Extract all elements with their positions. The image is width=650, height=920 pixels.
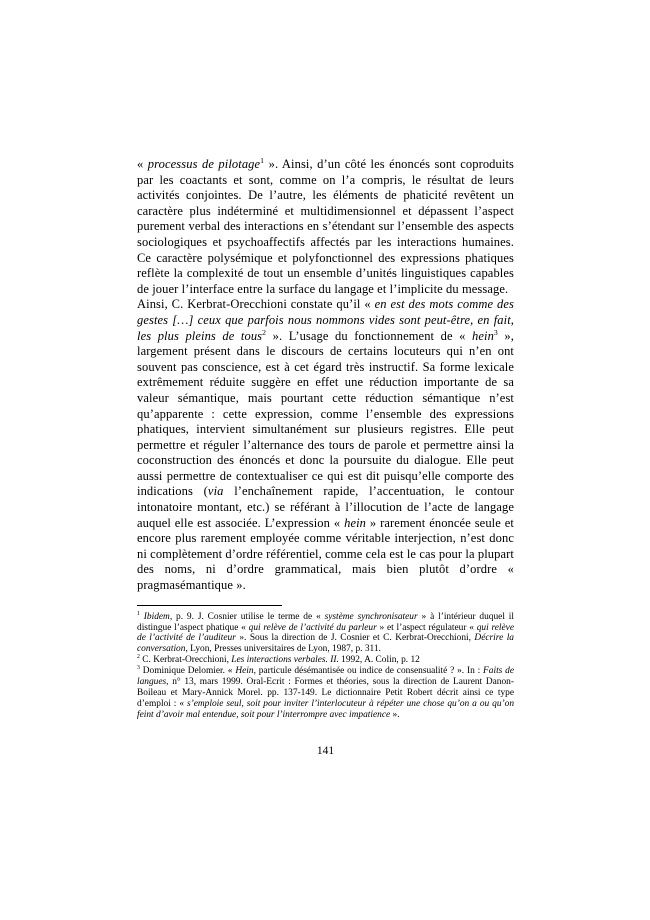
footnote-2: $^2$ C. Kerbrat-Orecchioni, Les interactions verbales. II. 1992, A. Colin, p. 12 [137,654,420,666]
footnote-1: $^1$ Ibidem, p. 9. J. Cosnier utilise le terme de « système synchronisateur » à l’intérieur duquel il distingue l’aspect phatique « qui relève de l’activité du parleur » et l’aspect régulateur « qui relève de l’activité de l’auditeur ». Sous la direction de J. Cosnier et C. Kerbrat-Orecchioni, Décrire la conversation, Lyon, Presses universitaires de Lyon, 1987, p. 311. [137,610,515,655]
footnote-separator [137,605,282,606]
page-content [137,157,514,757]
footnote-3: $^3$ Dominique Delomier. « Hein, particule désémantisée ou indice de consensualité ? ». In : Faits de langues, n° 13, mars 1999. Oral-Ecrit : Formes et théories, sous la direction de Laurent Danon-Boileau et Mary-Annick Morel. pp. 137-149. Le dictionnaire Petit Robert décrit ainsi ce type d’emploi : « s’emploie seul, soit pour inviter l’interlocuteur à répéter une chose qu’on a ou qu’on feint d’avoir mal entendue, soit pour l’interrompre avec impatience ». [137,665,515,720]
page-number: 141 [316,744,335,757]
footnotes-block [137,612,514,721]
body-paragraph-2: Ainsi, C. Kerbrat-Orecchioni constate qu’il « en est des mots comme des gestes […] ceux que parfois nous nommons vides sont peut-être, en fait, les plus pleins de tous$^2$ ». L’usage du fonctionnement de « hein$^3$ », largement présent dans le discours de certains locuteurs qui n’en ont souvent pas conscience, est à cet égard très instructif. Sa forme lexicale extrêmement réduite suggère en effet une réduction importante de sa valeur sémantique, mais pourtant cette réduction sémantique n’est qu’apparente : cette expression, comme l’ensemble des expressions phatiques, intervient simultanément sur plusieurs registres. Elle peut permettre et réguler l’alternance des tours de parole et permettre ainsi la coconstruction des énoncés et donc la poursuite du dialogue. Elle peut aussi permettre de contextualiser ce qui est dit puisqu’elle comporte des indications (via l’enchaînement rapide, l’accentuation, le contour intonatoire montant, etc.) se référant à l’illocution de l’acte de langage auquel elle est associée. L’expression « hein » rarement énoncée seule et encore plus rarement employée comme véritable interjection, n’est donc ni complètement d’ordre référentiel, comme cela est le cas pour la plupart des noms, ni d’ordre grammatical, mais bien plutôt d’ordre « pragmasémantique ». [137,297,515,593]
body-paragraph-1: « processus de pilotage$^1$ ». Ainsi, d’un côté les énoncés sont coproduits par les coactants et sont, comme on l’a compris, le résultat de leurs activités conjointes. De l’autre, les éléments de phaticité revêtent un caractère plus indéterminé et multidimensionnel et dépassent l’aspect purement verbal des interactions en s’étendant sur l’ensemble des aspects sociologiques et psychoaffectifs affectés par les interactions humaines. Ce caractère polysémique et polyfonctionnel des expressions phatiques reflète la complexité de tout un ensemble d’unités linguistiques capables de jouer l’interface entre la surface du langage et l’implicite du message. [137,155,514,296]
